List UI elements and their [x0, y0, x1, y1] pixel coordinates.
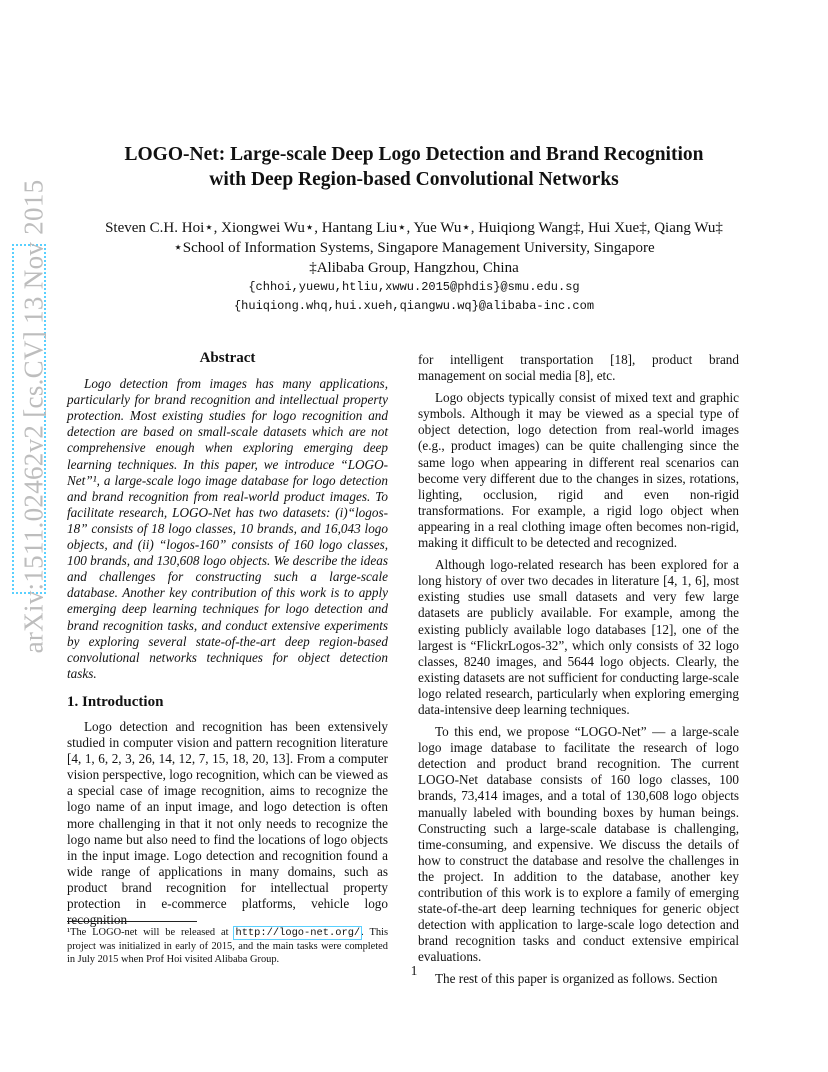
intro-paragraph-2: Logo objects typically consist of mixed text and graphic symbols. Although it may be viewed as a special type of object detection, logo detection from real-world images (e.g., product images) can be quite challenging since the same logo when appearing in different real scenarios can become very different due to the changes in sizes, rotations, lighting, occlusion, rigid and even non-rigid transformations. For example, a rigid logo object when appearing in a real clothing image often becomes non-rigid, making it difficult to be detected and recognized. — [418, 390, 739, 551]
footnote-rule — [67, 921, 197, 922]
abstract-heading: Abstract — [199, 350, 256, 366]
left-column — [67, 350, 388, 934]
footnote-prefix: ¹The LOGO-net will be released at — [67, 927, 235, 938]
intro-paragraph-1-continued: for intelligent transportation [18], product brand management on social media [8], etc. — [418, 352, 739, 384]
page-number: 1 — [410, 963, 418, 978]
footnote — [67, 926, 388, 966]
footnote-url-link[interactable]: http://logo-net.org/ — [235, 927, 361, 939]
intro-paragraph-1: Logo detection and recognition has been extensively studied in computer vision and pattern recognition literature [4, 1, 6, 2, 3, 26, 14, 12, 7, 15, 18, 20, 13]. From a computer vision perspective, logo recognition, which can be viewed as a special case of image recognition, aims to recognize the logo name of an input image, and logo detection is often more challenging in that it not only needs to recognize the logo name but also need to find the locations of logo objects in the input image. Logo detection and recognition found a wide range of applications in many domains, such as product brand recognition for intellectual property protection in e-commerce platforms, vehicle logo recognition — [67, 718, 388, 928]
intro-paragraph-3: Although logo-related research has been explored for a long history of over two decades in literature [4, 1, 6], most existing studies use small datasets and very few large datasets are publicly available. For example, among the existing publicly available logo databases [12], one of the largest is “FlickrLogos-32”, which only consists of 32 logo classes, 8240 images, and 5644 logo objects. Clearly, the existing datasets are not sufficient for conducting large-scale logo related research, particularly when exploring emerging data-intensive deep learning techniques. — [418, 557, 739, 717]
author-block — [40, 218, 788, 316]
email-smu: {chhoi,yuewu,htliu,xwwu.2015@phdis}@smu.edu.sg — [248, 280, 580, 294]
title-line-1: LOGO-Net: Large-scale Deep Logo Detection and Brand Recognition — [124, 144, 704, 165]
abstract-text: Logo detection from images has many applications, particularly for brand recognition and intellectual property protection. Most existing studies for logo recognition and detection are based on small-scale datasets which are not comprehensive enough when exploring emerging deep learning techniques. In this paper, we introduce “LOGO-Net”¹, a large-scale logo image database for logo detection and brand recognition from real-world product images. To facilitate research, LOGO-Net has two datasets: (i)“logos-18” consists of 18 logo classes, 10 brands, and 16,043 logo objects, and (ii) “logos-160” consists of 160 logo classes, 100 brands, and 130,608 logo objects. We describe the ideas and challenges for constructing such a large-scale database. Another key contribution of this work is to apply emerging deep learning techniques for logo detection and brand recognition tasks, and conduct extensive experiments by exploring several state-of-the-art deep region-based convolutional networks techniques for object detection tasks. — [67, 376, 388, 681]
paper-title — [60, 142, 768, 192]
email-alibaba: {huiqiong.whq,hui.xueh,qiangwu.wq}@alibaba-inc.com — [233, 299, 595, 313]
affiliation-alibaba: ‡Alibaba Group, Hangzhou, China — [309, 260, 519, 276]
introduction-heading: 1. Introduction — [67, 693, 164, 710]
author-names: Steven C.H. Hoi⋆, Xiongwei Wu⋆, Hantang Liu⋆, Yue Wu⋆, Huiqiong Wang‡, Hui Xue‡, Qiang Wu‡ — [105, 220, 723, 236]
title-line-2: with Deep Region-based Convolutional Networks — [209, 169, 619, 190]
affiliation-smu: ⋆School of Information Systems, Singapore Management University, Singapore — [173, 240, 655, 256]
intro-paragraph-5: The rest of this paper is organized as follows. Section — [435, 971, 718, 987]
right-column — [418, 352, 739, 994]
arxiv-stamp-text: arXiv:1511.02462v2 [cs.CV] 13 Nov 2015 — [18, 179, 49, 653]
intro-paragraph-4: To this end, we propose “LOGO-Net” — a large-scale logo image database to facilitate the research of logo detection and product brand recognition. The current LOGO-Net database consists of 160 logo classes, 100 brands, 73,414 images, and a total of 130,608 logo objects manually labeled with bounding boxes by human beings. Constructing such a large-scale database is challenging, time-consuming, and expensive. We discuss the details of how to construct the database and resolve the challenges in the project. In addition to the database, another key contribution of this work is to explore a family of emerging state-of-the-art deep learning techniques for generic object detection with application to large-scale logo detection and brand recognition tasks and conduct extensive empirical evaluations. — [418, 724, 739, 965]
footnote-rest: . This project was initialized in early of 2015, and the main tasks were completed in July 2015 when Prof Hoi visited Alibaba Group. — [67, 927, 388, 965]
